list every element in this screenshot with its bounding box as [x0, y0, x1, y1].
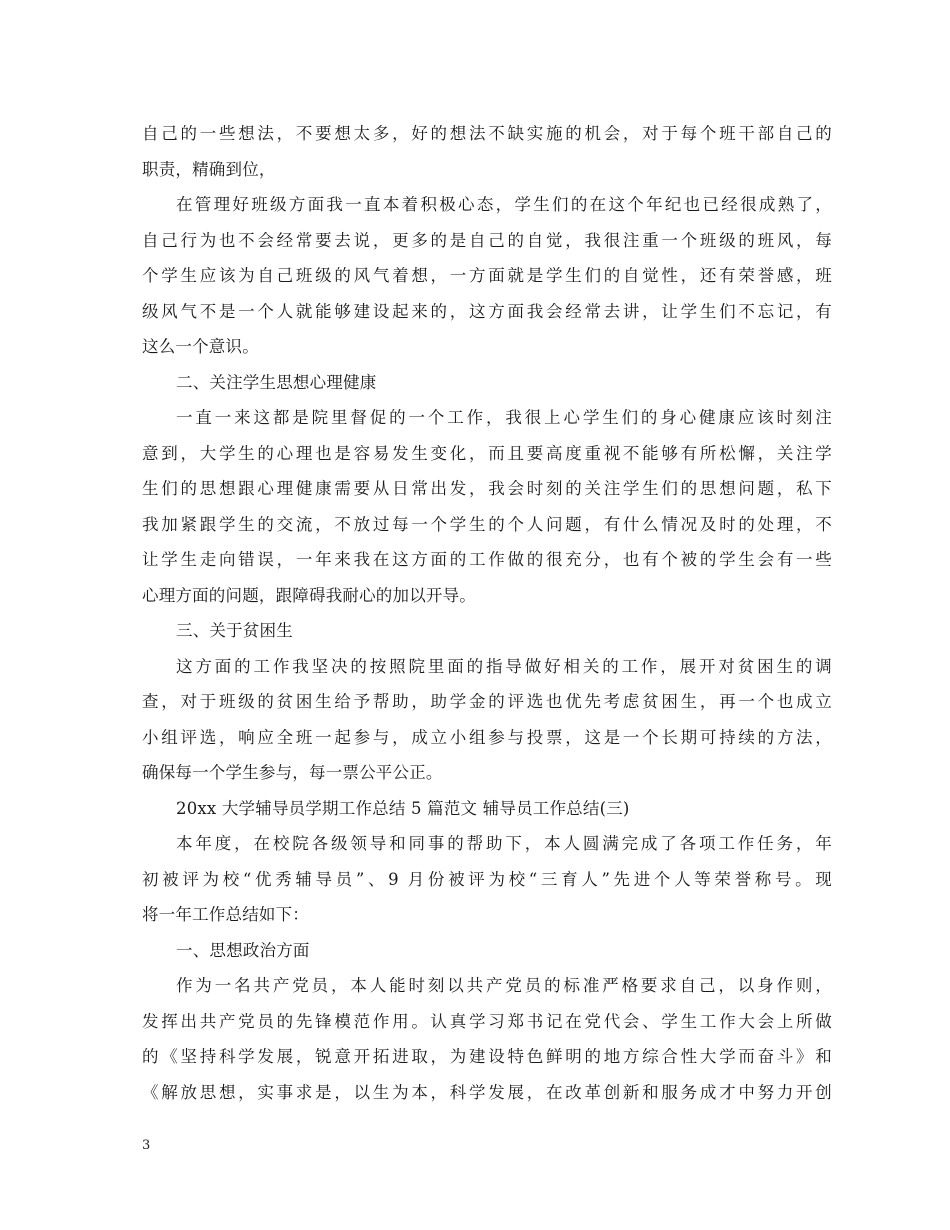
text-line: 将一年工作总结如下：: [142, 905, 309, 924]
text-line: 意到，大学生的心理也是容易发生变化，而且要高度重视不能够有所松懈，关注学: [142, 443, 832, 463]
text-line: 职责，精确到位，: [142, 159, 276, 179]
text-line: 在管理好班级方面我一直本着积极心态，学生们的在这个年纪也已经很成熟了，: [176, 195, 832, 214]
text-line: 小组评选，响应全班一起参与，成立小组参与投票，这是一个长期可持续的方法，: [142, 727, 832, 747]
text-line: 一直一来这都是院里督促的一个工作，我很上心学生们的身心健康应该时刻注: [176, 408, 832, 427]
text-line: 级风气不是一个人就能够建设起来的，这方面我会经常去讲，让学生们不忘记，有: [142, 301, 832, 321]
page-number: 3: [142, 1138, 151, 1153]
text-line: 确保每一个学生参与，每一票公平公正。: [142, 763, 443, 782]
text-line: 一、思想政治方面: [176, 940, 310, 960]
text-line: 本年度，在校院各级领导和同事的帮助下，本人圆满完成了各项工作任务，年: [176, 834, 832, 853]
text-line: 的《坚持科学发展，锐意开拓进取，为建设特色鲜明的地方综合性大学而奋斗》和: [142, 1047, 832, 1066]
text-line: 发挥出共产党员的先锋模范作用。认真学习郑书记在党代会、学生工作大会上所做: [142, 1011, 832, 1031]
text-line: 初被评为校“优秀辅导员”、9 月份被评为校“三育人”先进个人等荣誉称号。现: [142, 869, 832, 889]
text-line: 20xx 大学辅导员学期工作总结 5 篇范文 辅导员工作总结(三): [176, 798, 630, 818]
text-line: 《解放思想，实事求是，以生为本，科学发展，在改革创新和服务成才中努力开创: [142, 1082, 832, 1102]
text-line: 心理方面的问题，跟障碍我耐心的加以开导。: [142, 585, 476, 605]
text-line: 自己行为也不会经常要去说，更多的是自己的自觉，我很注重一个班级的班风，每: [142, 230, 832, 250]
text-line: 生们的思想跟心理健康需要从日常出发，我会时刻的关注学生们的思想问题，私下: [142, 479, 832, 498]
text-line: 让学生走向错误，一年来我在这方面的工作做的很充分，也有个被的学生会有一些: [142, 550, 832, 569]
text-line: 我加紧跟学生的交流，不放过每一个学生的个人问题，有什么情况及时的处理，不: [142, 514, 832, 534]
text-line: 二、关注学生思想心理健康: [176, 372, 377, 392]
text-line: 作为一名共产党员，本人能时刻以共产党员的标准严格要求自己，以身作则，: [176, 976, 832, 995]
text-line: 这么一个意识。: [142, 337, 259, 356]
text-line: 这方面的工作我坚决的按照院里面的指导做好相关的工作，展开对贫困生的调: [176, 656, 832, 676]
text-line: 个学生应该为自己班级的风气着想，一方面就是学生们的自觉性，还有荣誉感，班: [142, 266, 832, 285]
text-line: 三、关于贫困生: [176, 621, 293, 640]
text-line: 查，对于班级的贫困生给予帮助，助学金的评选也优先考虑贫困生，再一个也成立: [142, 692, 832, 711]
text-line: 自己的一些想法，不要想太多，好的想法不缺实施的机会，对于每个班干部自己的: [142, 124, 832, 143]
document-body: [142, 116, 832, 1110]
